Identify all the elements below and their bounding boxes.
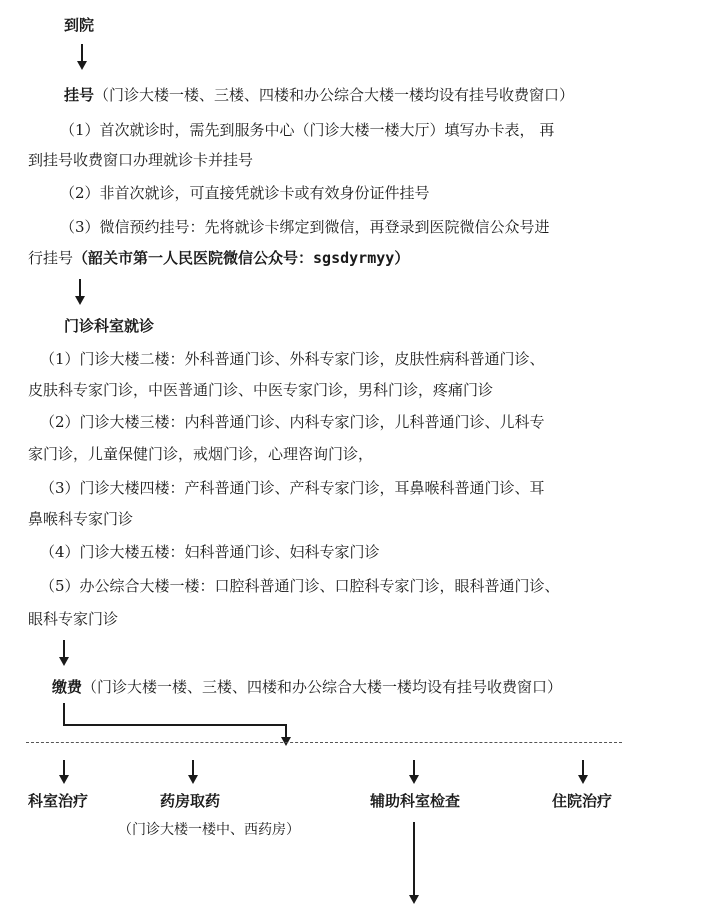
payment-title: 缴费 xyxy=(52,678,83,696)
register-note: （门诊大楼一楼、三楼、四楼和办公综合大楼一楼均设有挂号收费窗口） xyxy=(94,86,575,104)
register-item-3-line-2 xyxy=(28,248,409,268)
connector-line xyxy=(63,724,287,726)
clinic-floor-5: （4）门诊大楼五楼：妇科普通门诊、妇科专家门诊 xyxy=(40,543,380,561)
dest-pharmacy: 药房取药 xyxy=(160,792,221,810)
register-title: 挂号 xyxy=(64,86,95,104)
arrow-down-icon xyxy=(59,760,69,784)
clinic-floor-3-line-1: （2）门诊大楼三楼：内科普通门诊、内科专家门诊，儿科普通门诊、儿科专 xyxy=(40,413,545,431)
arrow-down-icon xyxy=(77,44,87,70)
payment-note: （门诊大楼一楼、三楼、四楼和办公综合大楼一楼均设有挂号收费窗口） xyxy=(82,678,563,696)
register-item-3-line-1: （3）微信预约挂号：先将就诊卡绑定到微信，再登录到医院微信公众号进 xyxy=(60,218,550,236)
wechat-account-label: （韶关市第一人民医院微信公众号： xyxy=(73,249,314,267)
arrow-down-icon xyxy=(59,640,69,666)
arrow-down-icon xyxy=(188,760,198,784)
register-heading xyxy=(64,85,574,105)
clinic-floor-4-line-2: 鼻喉科专家门诊 xyxy=(28,510,134,528)
register-item-1-line-2: 到挂号收费窗口办理就诊卡并挂号 xyxy=(28,151,254,169)
step-arrive: 到院 xyxy=(64,16,95,34)
register-item-3-prefix: 行挂号 xyxy=(28,249,74,267)
dest-treatment: 科室治疗 xyxy=(28,792,89,810)
clinic-title: 门诊科室就诊 xyxy=(64,317,155,335)
dashed-divider xyxy=(26,742,622,743)
arrow-down-icon xyxy=(578,760,588,784)
connector-line xyxy=(63,703,65,725)
payment-heading xyxy=(52,677,562,697)
clinic-floor-4-line-1: （3）门诊大楼四楼：产科普通门诊、产科专家门诊，耳鼻喉科普通门诊、耳 xyxy=(40,479,545,497)
arrow-down-icon xyxy=(409,822,419,904)
wechat-account-id: sgsdyrmyy xyxy=(313,249,395,267)
register-item-1-line-1: （1）首次就诊时，需先到服务中心（门诊大楼一楼大厅）填写办卡表， 再 xyxy=(60,121,555,139)
arrow-down-icon xyxy=(409,760,419,784)
clinic-office-line-1: （5）办公综合大楼一楼：口腔科普通门诊、口腔科专家门诊，眼科普通门诊、 xyxy=(40,577,560,595)
clinic-floor-2-line-1: （1）门诊大楼二楼：外科普通门诊、外科专家门诊，皮肤性病科普通门诊、 xyxy=(40,350,545,368)
clinic-floor-2-line-2: 皮肤科专家门诊，中医普通门诊、中医专家门诊，男科门诊，疼痛门诊 xyxy=(28,381,494,399)
dest-pharmacy-note: （门诊大楼一楼中、西药房） xyxy=(118,822,300,838)
dest-exam: 辅助科室检查 xyxy=(370,792,461,810)
register-item-2: （2）非首次就诊，可直接凭就诊卡或有效身份证件挂号 xyxy=(60,184,430,202)
wechat-account-close: ） xyxy=(394,249,410,267)
arrow-down-icon xyxy=(75,279,85,305)
clinic-floor-3-line-2: 家门诊，儿童保健门诊，戒烟门诊，心理咨询门诊， xyxy=(28,445,374,463)
clinic-office-line-2: 眼科专家门诊 xyxy=(28,610,119,628)
dest-inpatient: 住院治疗 xyxy=(552,792,613,810)
